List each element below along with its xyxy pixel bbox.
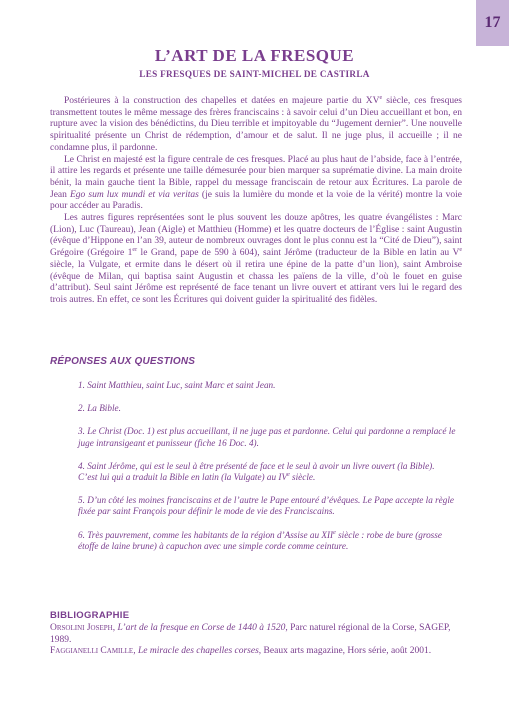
answer-item: 5. D’un côté les moines franciscains et de l’autre le Pape entouré d’évêques. Le Pape accepte la règle fixée par saint François pour définir le mode de vie des Franciscains. bbox=[78, 495, 454, 517]
paragraph-1: Postérieures à la construction des chapelles et datées en majeure partie du XVe siècle, ces fresques transmettent toutes le même message des frères franciscains : à savoir celui d’un Dieu accueillant et bon, en rupture avec la vision des bénédictins, du Dieu terrible et impitoyable du “Jugement dernier”. Une nouvelle spiritualité présente un Christ de rédemption, d’amour et de salut. Il ne juge plus, il accueille ; il ne condamne plus, il pardonne. bbox=[50, 94, 462, 153]
bibliography-entry: Faggianelli Camille, Le miracle des chapelles corses, Beaux arts magazine, Hors série, août 2001. bbox=[50, 646, 432, 656]
page-title: L’ART DE LA FRESQUE bbox=[154, 46, 355, 65]
page-number: 17 bbox=[484, 14, 501, 31]
answers-heading: RÉPONSES AUX QUESTIONS bbox=[50, 356, 196, 367]
paragraph-3: Les autres figures représentées sont le plus souvent les douze apôtres, les quatre évangélistes : Marc (Lion), Luc (Taureau), Jean (Aigle) et Matthieu (Homme) et les quatre docteurs de l’Église : saint Augustin (évêque d’Hippone en l’an 39, auteur de nombreux ouvrages dont le plus connu est la “Cité de Dieu”), saint Grégoire (Grégoire 1er le Grand, pape de 590 à 604), saint Jérôme (traducteur de la Bible en latin au Ve siècle, la Vulgate, et ermite dans le désert où il retira une épine de la patte d’un lion), saint Ambroise (évêque de Milan, qui baptisa saint Augustin et chassa les païens de la ville, d’où le fouet en guise d’attribut). Seul saint Jérôme est représenté de face tenant un livre ouvert et attirant vers lui le regard des trois autres. En effet, ce sont les Écritures qui doivent guider la spiritualité des fidèles. bbox=[50, 213, 462, 305]
bibliography-entry: Orsolini Joseph, L’art de la fresque en Corse de 1440 à 1520, Parc naturel régional de la Corse, SAGEP, 1989. bbox=[50, 623, 451, 645]
answer-item: 3. Le Christ (Doc. 1) est plus accueillant, il ne juge pas et pardonne. Celui qui pardonne a remplacé le juge intransigeant et punisseur (fiche 16 Doc. 4). bbox=[78, 426, 456, 448]
bibliography-list bbox=[50, 623, 470, 658]
page-subtitle: LES FRESQUES DE SAINT-MICHEL DE CASTIRLA bbox=[139, 69, 370, 79]
answer-item: 6. Très pauvrement, comme les habitants de la région d’Assise au XIIe siècle : robe de bure (grosse étoffe de laine brune) à capuchon avec une simple corde comme ceinture. bbox=[78, 529, 442, 551]
paragraph-2: Le Christ en majesté est la figure centrale de ces fresques. Placé au plus haut de l’abside, face à l’entrée, il attire les regards et présente une taille démesurée pour bien marquer sa suprématie divine. La main droite bénit, la main gauche tient la Bible, rappel du message franciscain de retour aux Écritures. La parole de Jean Ego sum lux mundi et via veritas (je suis la lumière du monde et la voie de la vérité) montre la voie pour accéder au Paradis. bbox=[50, 154, 462, 212]
answer-item: 1. Saint Matthieu, saint Luc, saint Marc et saint Jean. bbox=[78, 380, 276, 390]
bibliography-heading: BIBLIOGRAPHIE bbox=[50, 610, 130, 621]
article-body bbox=[50, 96, 462, 307]
answers-list bbox=[78, 380, 456, 564]
answer-item: 2. La Bible. bbox=[78, 403, 121, 414]
answer-item: 4. Saint Jérôme, qui est le seul à être présenté de face et le seul à avoir un livre ouvert (la Bible). C’est lui qui a traduit la Bible en latin (la Vulgate) au IVe siècle. bbox=[78, 460, 435, 483]
page-number-tab bbox=[476, 0, 509, 46]
